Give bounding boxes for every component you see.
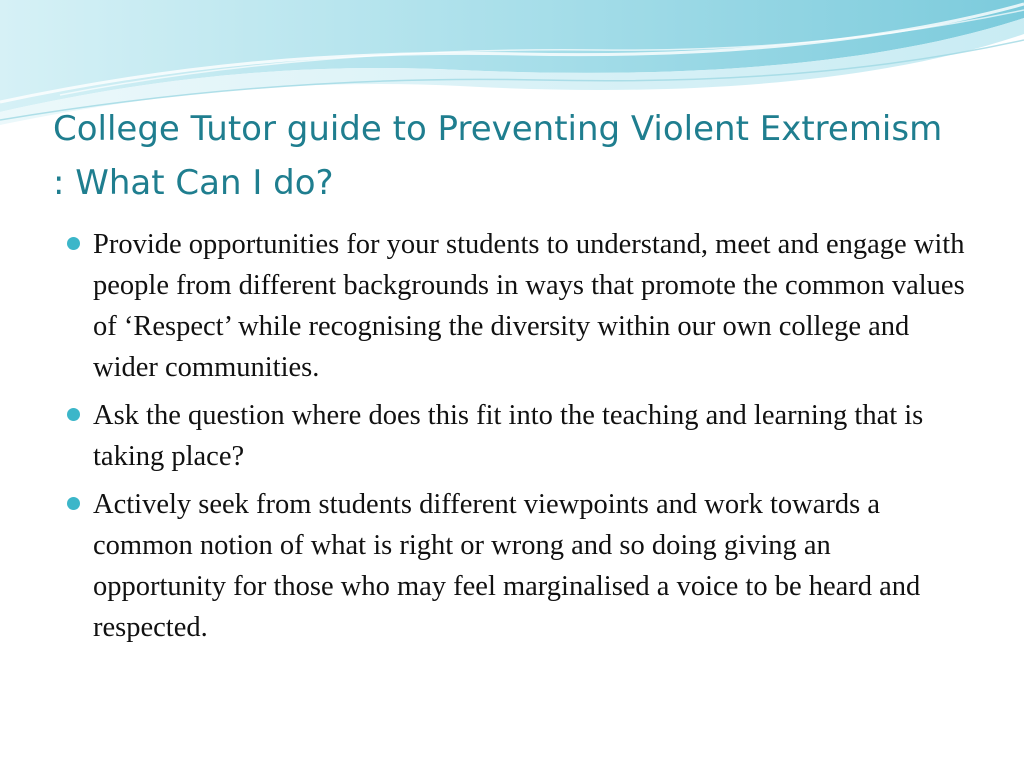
bullet-dot-icon [67,408,80,421]
slide-title: College Tutor guide to Preventing Violent Extremism : What Can I do? [53,109,943,203]
bullet-text: Ask the question where does this fit into the teaching and learning that is taking place? [93,400,924,472]
bullet-item [63,484,968,648]
bullet-item [63,395,968,477]
bullet-list [63,224,968,655]
bullet-item [63,224,968,388]
bullet-dot-icon [67,237,80,250]
bullet-text: Provide opportunities for your students to understand, meet and engage with people from different backgrounds in ways that promote the common values of ‘Respect’ while recognising the diversity within our own college and wider communities. [93,229,965,383]
bullet-dot-icon [67,497,80,510]
bullet-text: Actively seek from students different viewpoints and work towards a common notion of what is right or wrong and so doing giving an opportunity for those who may feel marginalised a voice to be heard and respected. [93,489,921,643]
